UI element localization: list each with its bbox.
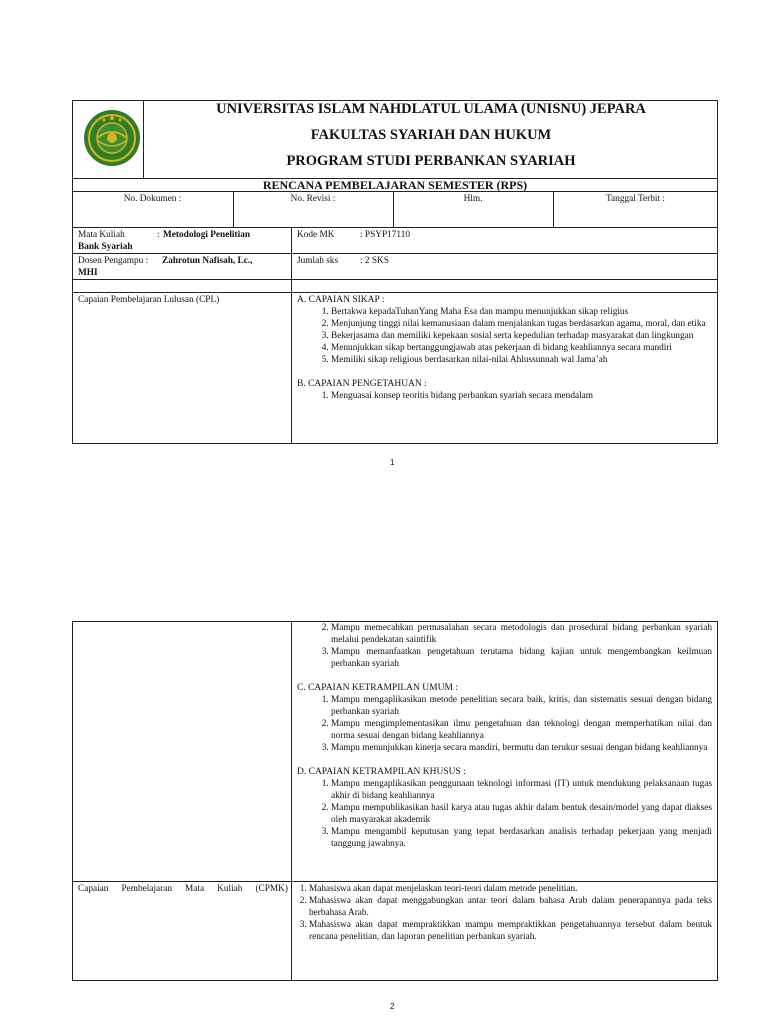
cpmk-list [293,883,712,943]
university-name: UNIVERSITAS ISLAM NAHDLATUL ULAMA (UNISNU) JEPARA [216,101,646,117]
hlm-label: Hlm. [463,194,483,204]
cpmk-item: 3. Mahasiswa akan dapat mempraktikkan mampu mempraktikkan pengetahuannya tersebut dalam bentuk rencana penelitian, dan laporan penelitian perbankan syariah. [309,919,712,943]
pengetahuan-item: 1. Menguasai konsep teoritis bidang perbankan syariah secara mendalam [331,390,712,402]
faculty-name: FAKULTAS SYARIAH DAN HUKUM [310,127,552,143]
sikap-item: 4. Menunjukkan sikap bertanggungjawab atas pekerjaan di bidang keahliannya secara mandiri [331,342,712,354]
program-name: PROGRAM STUDI PERBANKAN SYARIAH [286,153,576,169]
kode-mk-value: : PSYP17110 [360,230,411,240]
university-logo [82,108,142,168]
capaian-pengetahuan-list-cont [297,622,712,670]
sikap-item: 1. Bertakwa kepadaTuhanYang Maha Esa dan mampu menunjukkan sikap religius [331,306,712,318]
capaian-sikap-title: A. CAPAIAN SIKAP : [297,295,385,305]
cpmk-item: 2. Mahasiswa akan dapat menggabungkan antar teori dalam bahasa Arab dalam penerapannya pada teks berbahasa Arab. [309,895,712,919]
rps-title: RENCANA PEMBELAJARAN SEMESTER (RPS) [262,178,528,192]
dosen-value: Zahrotun Nafisah, Lc., [162,256,253,266]
ketrampilan-umum-item: 2. Mampu mengimplementasikan ilmu pengetahuan dan teknologi dengan memperhatikan nilai dan norma sesuai dengan bidang keahliannya [331,718,712,742]
cpmk-item: 1. Mahasiswa akan dapat menjelaskan teori-teori dalam metode penelitian. [309,883,712,895]
page-number-1: 1 [390,458,395,467]
ketrampilan-khusus-item: 2. Mampu mempublikasikan hasil karya atau tugas akhir dalam bentuk desain/model yang dapat diakses oleh masyarakat akademik [331,802,712,826]
ketrampilan-khusus-title: D. CAPAIAN KETRAMPILAN KHUSUS : [297,767,466,777]
nu-logo-icon [82,108,142,168]
mata-kuliah-sep: : [157,230,160,240]
cpl-content-page2 [297,622,712,850]
mata-kuliah-value-2: Bank Syariah [78,242,133,252]
sikap-item: 3. Bekerjasama dan memiliki kepekaan sosial serta kepedulian terhadap masyarakat dan lingkungan [331,330,712,342]
ketrampilan-umum-list [297,694,712,754]
cpl-label: Capaian Pembelajaran Lulusan (CPL) [78,295,220,305]
kode-mk-label: Kode MK [297,230,335,240]
ketrampilan-umum-title: C. CAPAIAN KETRAMPILAN UMUM : [297,683,458,693]
cpmk-content [293,883,712,943]
ketrampilan-khusus-item: 1. Mampu mengaplikasikan penggunaan teknologi informasi (IT) untuk mendukung pelaksanaan tugas akhir di bidang keahliannya [331,778,712,802]
no-dokumen-label: No. Dokumen : [123,194,182,204]
tanggal-terbit-label: Tanggal Terbit : [606,194,665,204]
capaian-pengetahuan-list [297,390,712,402]
ketrampilan-umum-item: 3. Mampu menunjukkan kinerja secara mandiri, bermutu dan terukur sesuai dengan bidang keahliannya [331,742,712,754]
pengetahuan-item: 3. Mampu memanfaatkan pengetahuan terutama bidang kajian untuk mengembangkan keilmuan perbankan syariah [331,646,712,670]
capaian-pengetahuan-title: B. CAPAIAN PENGETAHUAN : [297,379,427,389]
no-revisi-label: No. Revisi : [290,194,336,204]
ketrampilan-umum-item: 1. Mampu mengaplikasikan metode penelitian secara baik, kritis, dan sistematis sesuai dengan bidang perbankan syariah [331,694,712,718]
ketrampilan-khusus-list [297,778,712,850]
dosen-value-2: MHI [78,268,98,278]
pengetahuan-item: 2. Mampu memecahkan permasalahan secara metodologis dan prosedural bidang perbankan syariah melalui pendekatan saintifik [331,622,712,646]
capaian-sikap-list [297,306,712,366]
sks-value: : 2 SKS [360,256,389,266]
mata-kuliah-label: Mata Kuliah [78,230,125,240]
sks-label: Jumlah sks [297,256,339,266]
sikap-item: 5. Memiliki sikap religious berdasarkan nilai-nilai Ahlussunnah wal Jama’ah [331,354,712,366]
page-number-2: 2 [390,1002,395,1011]
ketrampilan-khusus-item: 3. Mampu mengambil keputusan yang tepat berdasarkan analisis terhadap pekerjaan yang menjadi tanggung jawabnya. [331,826,712,850]
mata-kuliah-value: Metodologi Penelitian [163,230,251,240]
sikap-item: 2. Menjunjung tinggi nilai kemanusiaan dalam menjalankan tugas berdasarkan agama, moral, dan etika [331,318,712,330]
dosen-label: Dosen Pengampu : [78,256,149,266]
cpmk-label: Capaian Pembelajaran Mata Kuliah (CPMK) [78,884,288,894]
cpl-content-page1 [297,294,712,402]
